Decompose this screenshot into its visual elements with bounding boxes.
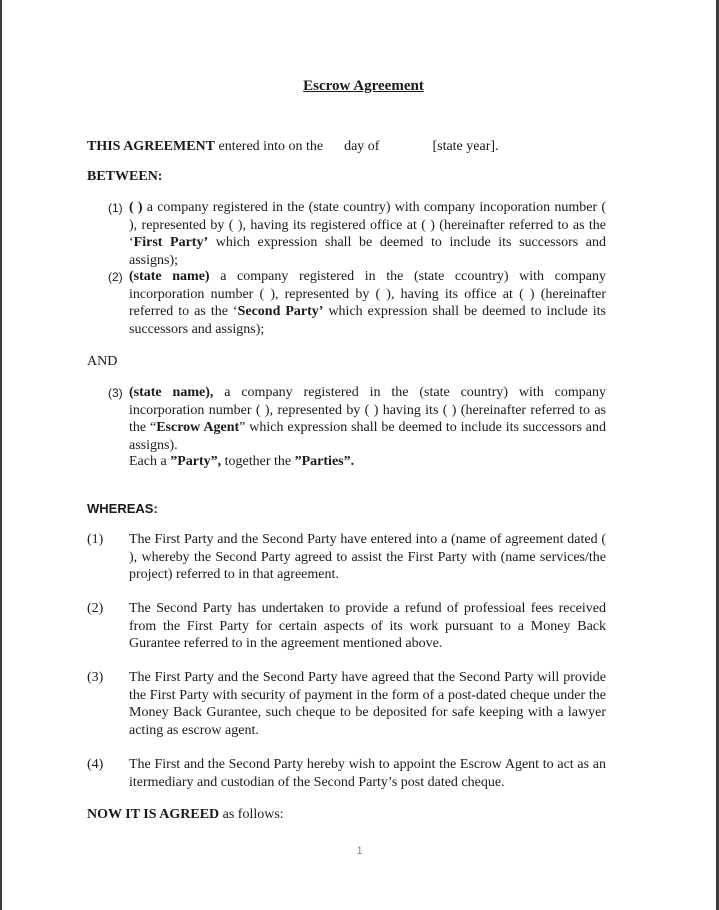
page-number: 1 (356, 845, 363, 857)
recital-4-text: The First and the Second Party hereby wish to appoint the Escrow Agent to act as an itermediary and custodian of the Second Party’s post dated cheque. (129, 757, 606, 790)
recital-2-number: (2) (87, 601, 104, 616)
party-2-clause (129, 268, 606, 338)
party-3-text-a: a company registered in the (state country) with company incorporation number ( ), represented by ( ) having its ( ) (hereinafter referred to as the “ (129, 385, 606, 435)
party-2-text-a: a company registered in the (state ccountry) with company incorporation number ( ), represented by ( ), having its office at ( ) (hereinafter referred to as the ‘ (129, 269, 606, 319)
party-term: ”Party”, (170, 454, 222, 469)
document-title: Escrow Agreement (303, 78, 424, 94)
party-1-clause (129, 199, 606, 269)
recital-1-number: (1) (87, 532, 104, 547)
recital-3-text: The First Party and the Second Party have agreed that the Second Party will provide the First Party with security of payment in the form of a post-dated cheque under the Money Back Gurantee, such cheque to be deposited for safe keeping with a lawyer acting as escrow agent. (129, 670, 606, 738)
party-1-number: (1) (108, 201, 123, 215)
recital-2-text: The Second Party has undertaken to provide a refund of professioal fees received from the First Party for certain aspects of its work pursuant to a Money Back Gurantee referred to in the agreement mentioned above. (129, 601, 606, 651)
party-3-number: (3) (108, 386, 123, 400)
intro-day-label: day of (344, 139, 380, 154)
each-party-definition (129, 453, 354, 471)
party-3-clause (129, 384, 606, 454)
page-left-edge (0, 0, 2, 910)
party-1-text-a: a company registered in the (state country) with company incoporation number ( ), represented by ( ), having its registered office at ( ) (hereinafter referred to as the ‘ (129, 200, 606, 250)
and-label: AND (87, 354, 118, 369)
parties-term: ”Parties”. (294, 454, 355, 469)
each-party-text-b: together the (221, 454, 295, 469)
party-1-defined-term: First Party’ (133, 235, 209, 250)
agreement-intro (87, 138, 499, 156)
party-3-defined-term: Escrow Agent (156, 420, 240, 435)
party-1-text-b: which expression shall be deemed to include its successors and assigns); (129, 235, 606, 268)
now-it-is-agreed: NOW IT IS AGREED (87, 807, 220, 822)
intro-year-placeholder: [state year]. (432, 139, 499, 154)
intro-text: entered into on the (218, 139, 324, 154)
party-1-name: ( ) (129, 200, 143, 215)
intro-lead: THIS AGREEMENT (87, 139, 215, 154)
party-2-number: (2) (108, 270, 123, 284)
recital-4-number: (4) (87, 757, 104, 772)
party-3-name: (state name), (129, 385, 214, 400)
between-heading: BETWEEN: (87, 169, 163, 184)
each-party-text-a: Each a (129, 454, 171, 469)
recital-3-number: (3) (87, 670, 104, 685)
whereas-heading: WHEREAS: (87, 501, 158, 516)
party-2-name: (state name) (129, 269, 210, 284)
party-2-defined-term: Second Party’ (237, 304, 324, 319)
operative-clause-intro (87, 806, 284, 824)
recital-1-text: The First Party and the Second Party have entered into a (name of agreement dated ( ), whereby the Second Party agreed to assist the First Party with (name services/the project) referred to in that agreement. (129, 532, 606, 582)
party-3-text-b: ” which expression shall be deemed to include its successors and assigns). (129, 420, 607, 453)
closing-text: as follows: (219, 807, 284, 822)
party-2-text-b: which expression shall be deemed to include its successors and assigns); (129, 304, 606, 337)
